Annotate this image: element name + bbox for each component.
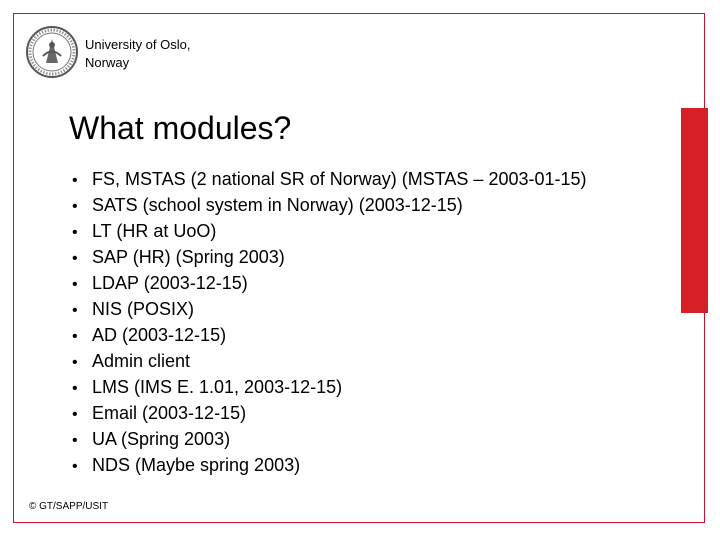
bullet-marker: •	[72, 276, 78, 293]
bullet-text: UA (Spring 2003)	[92, 429, 231, 449]
slide-title: What modules?	[69, 110, 292, 146]
institution-name	[85, 36, 190, 72]
bullet-marker: •	[72, 250, 78, 267]
bullet-item	[72, 322, 587, 348]
bullet-text: AD (2003-12-15)	[92, 325, 227, 345]
bullet-item	[72, 192, 587, 218]
bullet-item	[72, 166, 587, 192]
bullet-text: LMS (IMS E. 1.01, 2003-12-15)	[92, 377, 343, 397]
bullet-text: NDS (Maybe spring 2003)	[92, 455, 301, 475]
bullet-item	[72, 348, 587, 374]
bullet-marker: •	[72, 432, 78, 449]
bullet-marker: •	[72, 172, 78, 189]
institution-line-2: Norway	[85, 55, 130, 70]
bullet-marker: •	[72, 458, 78, 475]
bullet-text: LT (HR at UoO)	[92, 221, 217, 241]
bullet-item	[72, 244, 587, 270]
bullet-text: LDAP (2003-12-15)	[92, 273, 248, 293]
bullet-text: SAP (HR) (Spring 2003)	[92, 247, 285, 267]
bullet-item	[72, 426, 587, 452]
bullet-item	[72, 296, 587, 322]
bullet-text: Admin client	[92, 351, 191, 371]
university-seal-icon	[25, 25, 79, 79]
bullet-list	[72, 166, 587, 478]
bullet-text: SATS (school system in Norway) (2003-12-15)	[92, 195, 463, 215]
institution-line-1: University of Oslo,	[85, 37, 191, 52]
bullet-marker: •	[72, 380, 78, 397]
accent-bar	[681, 108, 708, 313]
bullet-marker: •	[72, 302, 78, 319]
bullet-item	[72, 400, 587, 426]
bullet-item	[72, 218, 587, 244]
bullet-text: FS, MSTAS (2 national SR of Norway) (MSTAS – 2003-01-15)	[92, 169, 587, 189]
bullet-text: Email (2003-12-15)	[92, 403, 247, 423]
bullet-marker: •	[72, 406, 78, 423]
bullet-item	[72, 270, 587, 296]
bullet-marker: •	[72, 328, 78, 345]
bullet-item	[72, 452, 587, 478]
bullet-text: NIS (POSIX)	[92, 299, 195, 319]
bullet-item	[72, 374, 587, 400]
bullet-marker: •	[72, 224, 78, 241]
bullet-marker: •	[72, 354, 78, 371]
footer-credit: © GT/SAPP/USIT	[29, 501, 109, 512]
bullet-marker: •	[72, 198, 78, 215]
